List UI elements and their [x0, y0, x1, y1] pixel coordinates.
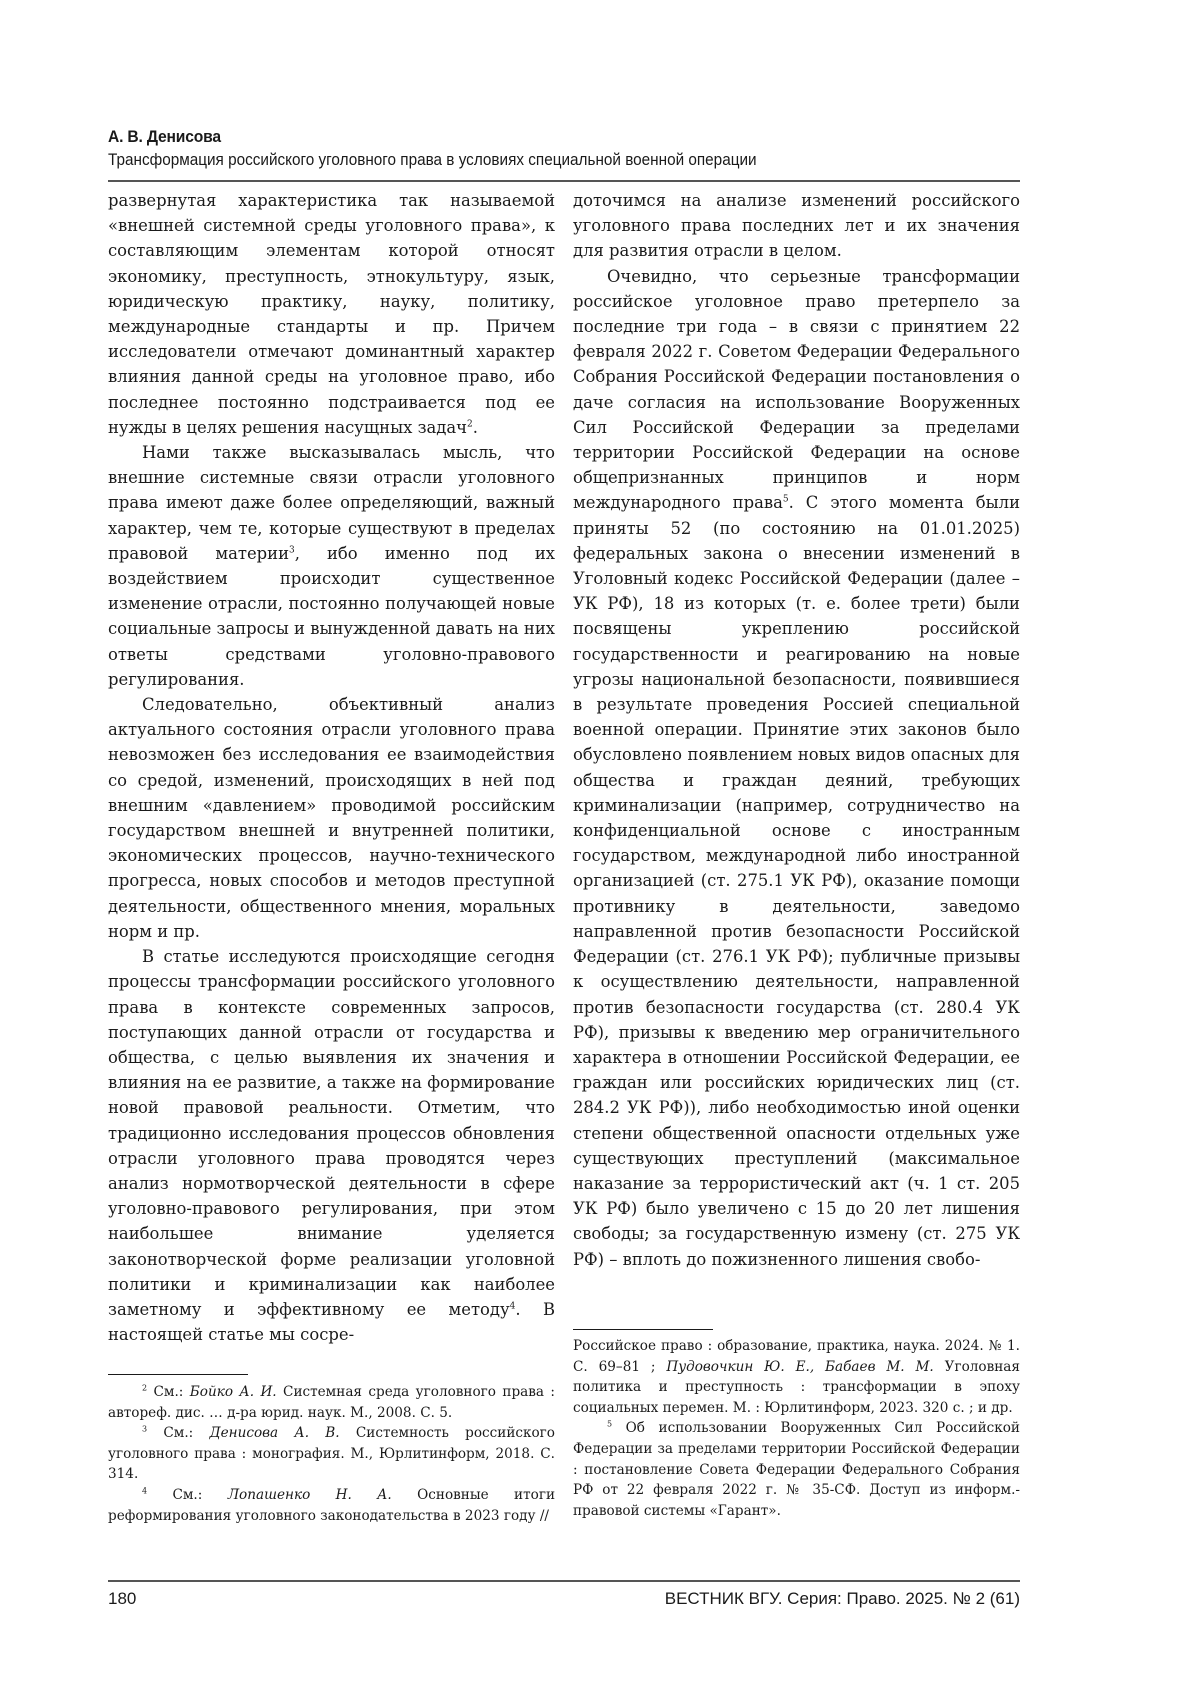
paragraph-text: Очевидно, что серьезные трансформации российское уголовное право претерпело за последние три года – в связи с принятием 22 февраля 2022 г. Советом Федерации Федерального Собрания Российской Федерации постановления о даче согласия на использование Вооруженных Сил Российской Федерации за пределами территории Российской Федерации на основе общепризнанных принципов и норм международного права — [573, 266, 1020, 513]
paragraph-text: развернутая характеристика так называемой «внешней системной среды уголовного права», к составляющим элементам которой относят экономику, преступность, этнокультуру, язык, юридическую практику, науку, политику, международные стандарты и пр. Причем исследователи отмечают доминантный характер влияния данной среды на уголовное право, ибо последнее постоянно подстраивается под ее нужды в целях решения насущных задач — [108, 191, 555, 437]
footnote-text: Уголовная политика и преступность : трансформации в эпоху социальных перемен. М. : Юрлитинформ, 2023. 320 с. ; и др. — [573, 1358, 1020, 1416]
footnotes-left — [108, 1382, 555, 1526]
footnote-number: 5 — [607, 1419, 613, 1429]
footnote-text: Системная среда уголовного права : автореф. дис. … д-ра юрид. наук. М., 2008. С. 5. — [108, 1384, 555, 1421]
paragraph — [108, 440, 555, 692]
paragraph — [108, 692, 555, 944]
footer-rule — [108, 1580, 1020, 1582]
footnote-separator — [108, 1374, 248, 1375]
footnote — [108, 1485, 555, 1526]
footnote-prefix: См.: — [163, 1425, 210, 1442]
paragraph-text: . В настоящей статье мы сосре- — [108, 1299, 556, 1345]
footnote-ref[interactable]: 4 — [509, 1301, 516, 1312]
footnote-ref[interactable]: 2 — [467, 419, 473, 430]
paragraph-text: . — [472, 417, 478, 437]
footnote-author: Пудовочкин Ю. Е., Бабаев М. М. — [666, 1358, 934, 1375]
footnote-author: Лопашенко Н. А. — [227, 1486, 392, 1503]
footnote — [573, 1418, 1020, 1521]
footnote — [108, 1423, 555, 1485]
footnote-text: Российское право : образование, практика, наука. 2024. № 1. С. 69–81 ; — [573, 1338, 1020, 1375]
header-article-title: Трансформация российского уголовного права в условиях специальной военной операции — [108, 150, 757, 169]
footnote-text: Об использовании Вооруженных Сил Российской Федерации за пределами территории Российской Федерации : постановление Совета Федерации Федерального Собрания РФ от 22 февраля 2022 г. № 35-СФ. Доступ из информ.-правовой системы «Гарант». — [573, 1420, 1020, 1519]
footnote-prefix: См.: — [172, 1486, 228, 1503]
footnote-continuation — [573, 1336, 1020, 1418]
footnote-separator — [573, 1329, 713, 1330]
footnote-ref[interactable]: 5 — [782, 494, 789, 505]
header-rule — [108, 180, 1020, 182]
footnote-number: 4 — [142, 1486, 148, 1496]
paragraph — [108, 944, 555, 1347]
paragraph-text: Следовательно, объективный анализ актуального состояния отрасли уголовного права невозможен без исследования ее взаимодействия со средой, изменений, происходящих в ней под внешним «давлением» проводимой российским государством внешней и внутренней политики, экономических процессов, научно-технического прогресса, новых способов и методов преступной деятельности, общественного мнения, моральных норм и пр. — [108, 695, 555, 941]
right-column — [573, 188, 1020, 1272]
paragraph — [573, 264, 1020, 1272]
paragraph-text: . С этого момента были приняты 52 (по состоянию на 01.01.2025) федеральных закона о внесении изменений в Уголовный кодекс Российской Федерации (далее – УК РФ), 18 из которых (т. е. более трети) были посвящены укреплению российской государственности и реагированию на новые угрозы национальной безопасности, появившиеся в результате проведения Россией специальной военной операции. Принятие этих законов было обусловлено появлением новых видов опасных для общества и граждан деяний, требующих криминализации (например, сотрудничество на конфиденциальной основе с иностранным государством, международной либо иностранной организацией (ст. 275.1 УК РФ), оказание помощи противнику в деятельности, заведомо направленной против безопасности Российской Федерации (ст. 276.1 УК РФ); публичные призывы к осуществлению деятельности, направленной против безопасности государства (ст. 280.4 УК РФ), призывы к введению мер ограничительного характера в отношении Российской Федерации, ее граждан или российских юридических лиц (ст. 284.2 УК РФ)), либо необходимостью иной оценки степени общественной опасности отдельных уже существующих преступлений (максимальное наказание за террористический акт (ч. 1 ст. 205 УК РФ) было увеличено с 15 до 20 лет лишения свободы; за государственную измену (ст. 275 УК РФ) – вплоть до пожизненного лишения свобо- — [573, 493, 1020, 1269]
paragraph — [573, 188, 1020, 264]
running-header — [108, 126, 1020, 172]
paragraph — [108, 188, 555, 440]
footnote-text: Основные итоги реформирования уголовного законодательства в 2023 году // — [108, 1486, 556, 1524]
left-column — [108, 188, 555, 1347]
paragraph-text: Нами также высказывалась мысль, что внешние системные связи отрасли уголовного права имеют даже более определяющий, важный характер, чем те, которые существуют в пределах правовой материи — [108, 443, 555, 563]
footnote-author: Бойко А. И. — [189, 1384, 277, 1400]
footnote — [108, 1382, 555, 1423]
paragraph-text: В статье исследуются происходящие сегодня процессы трансформации российского уголовного права в контексте современных запросов, поступающих данной отрасли от государства и общества, с целью выявления их значения и влияния на ее развитие, а также на формирование новой правовой реальности. Отметим, что традиционно исследования процессов обновления отрасли уголовного права проводятся через анализ нормотворческой деятельности в сфере уголовно-правового регулирования, при этом наибольшее внимание уделяется законотворческой форме реализации уголовной политики и криминализации как наиболее заметному и эффективному ее методу — [108, 947, 555, 1319]
journal-citation: ВЕСТНИК ВГУ. Серия: Право. 2025. № 2 (61) — [664, 1589, 1020, 1608]
footnote-number: 3 — [142, 1424, 148, 1434]
footnotes-right — [573, 1336, 1020, 1521]
page-number: 180 — [108, 1589, 137, 1608]
footnote-number: 2 — [142, 1383, 148, 1393]
paragraph-text: , ибо именно под их воздействием происходит существенное изменение отрасли, постоянно получающей новые социальные запросы и вынужденной давать на них ответы средствами уголовно-правового регулирования. — [108, 543, 555, 689]
footnote-prefix: См.: — [153, 1384, 190, 1400]
paragraph-text: доточимся на анализе изменений российского уголовного права последних лет и их значения для развития отрасли в целом. — [573, 191, 1020, 261]
footnote-text: Системность российского уголовного права : монография. М., Юрлитинформ, 2018. С. 314. — [108, 1425, 555, 1483]
footnote-author: Денисова А. В. — [209, 1425, 340, 1442]
footnote-ref[interactable]: 3 — [289, 545, 295, 556]
header-author: А. В. Денисова — [108, 127, 221, 146]
